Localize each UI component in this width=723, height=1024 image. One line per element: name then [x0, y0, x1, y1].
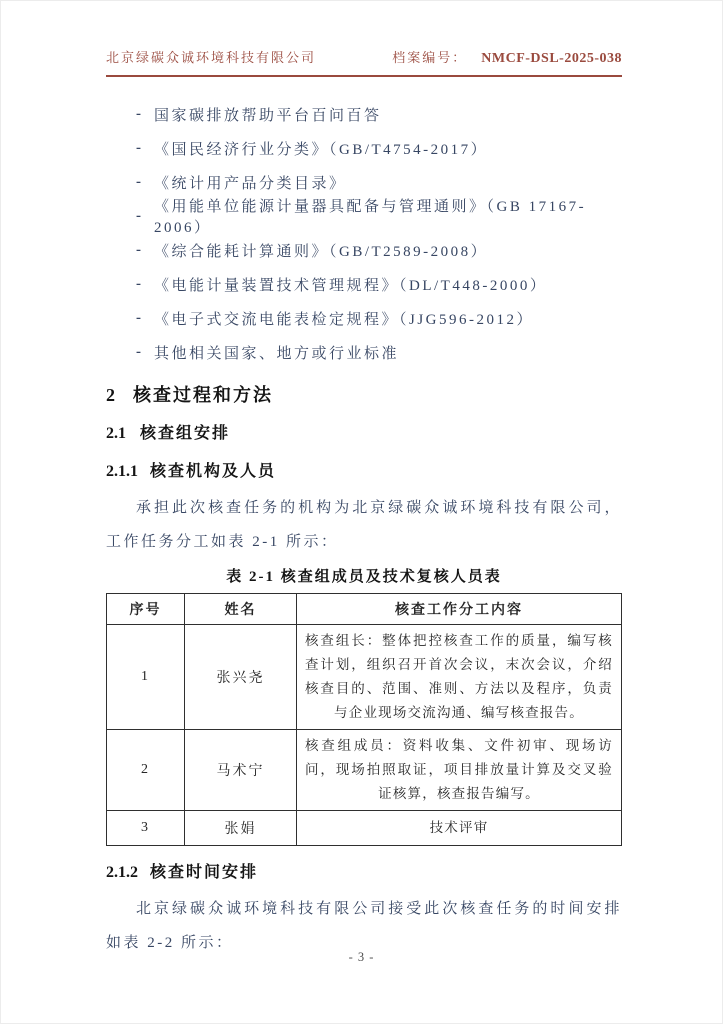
table-row	[107, 730, 622, 811]
members-table	[106, 593, 622, 846]
paragraph-schedule: 北京绿碳众诚环境科技有限公司接受此次核查任务的时间安排如表 2-2 所示：	[106, 901, 622, 951]
section-heading-2-1	[106, 423, 622, 445]
section-heading-2-1-2	[106, 862, 622, 884]
reference-text: 《统计用产品分类目录》	[154, 175, 347, 192]
file-number-block	[392, 49, 622, 67]
reference-list-item	[136, 301, 622, 335]
dash-bullet-icon: -	[136, 343, 141, 360]
reference-list-item	[136, 131, 622, 165]
section-number: 2.1	[106, 425, 126, 442]
dash-bullet-icon: -	[136, 241, 141, 258]
table-row	[107, 625, 622, 730]
reference-list-item	[136, 267, 622, 301]
dash-bullet-icon: -	[136, 105, 141, 122]
reference-text: 《综合能耗计算通则》（GB/T2589-2008）	[154, 243, 489, 260]
reference-list	[106, 97, 622, 369]
reference-list-item	[136, 335, 622, 369]
reference-text: 《电子式交流电能表检定规程》（JJG596-2012）	[154, 311, 535, 328]
section-title: 核查机构及人员	[150, 463, 277, 480]
reference-list-item	[136, 165, 622, 199]
column-header-sequence: 序号	[107, 594, 185, 625]
cell-sequence: 3	[107, 811, 185, 846]
cell-sequence: 2	[107, 730, 185, 811]
reference-text: 《电能计量装置技术管理规程》（DL/T448-2000）	[154, 277, 548, 294]
reference-text: 其他相关国家、地方或行业标准	[154, 345, 400, 362]
section-title: 核查过程和方法	[133, 385, 273, 405]
file-number: NMCF-DSL-2025-038	[481, 51, 622, 66]
page-footer	[1, 950, 722, 965]
cell-duty: 技术评审	[297, 811, 622, 846]
reference-text: 国家碳排放帮助平台百问百答	[154, 107, 382, 124]
page-header	[106, 49, 622, 77]
section-title: 核查时间安排	[150, 864, 259, 881]
section-number: 2	[106, 385, 115, 405]
section-title: 核查组安排	[140, 425, 231, 442]
reference-list-item	[136, 97, 622, 131]
file-number-label: 档案编号：	[392, 50, 468, 65]
paragraph-verifier-assignment: 承担此次核查任务的机构为北京绿碳众诚环境科技有限公司，工作任务分工如表 2-1 所示：	[106, 500, 622, 550]
section-heading-2-1-1	[106, 461, 622, 483]
dash-bullet-icon: -	[136, 139, 141, 156]
cell-duty: 核查组长：整体把控核查工作的质量，编写核查计划，组织召开首次会议，末次会议，介绍核查目的、范围、准则、方法以及程序，负责与企业现场交流沟通、编写核查报告。	[297, 625, 622, 730]
table-header-row	[107, 594, 622, 625]
page-number: - 3 -	[348, 950, 375, 964]
reference-list-item	[136, 233, 622, 267]
cell-name: 马术宁	[185, 730, 297, 811]
reference-text: 《用能单位能源计量器具配备与管理通则》（GB 17167-2006）	[154, 199, 587, 236]
dash-bullet-icon: -	[136, 173, 141, 190]
table-caption: 表 2-1 核查组成员及技术复核人员表	[226, 569, 502, 585]
section-number: 2.1.2	[106, 864, 138, 881]
cell-sequence: 1	[107, 625, 185, 730]
table-row	[107, 811, 622, 846]
section-heading-2	[106, 383, 622, 407]
company-name: 北京绿碳众诚环境科技有限公司	[106, 50, 317, 65]
column-header-duty: 核查工作分工内容	[297, 594, 622, 625]
cell-name: 张娟	[185, 811, 297, 846]
dash-bullet-icon: -	[136, 309, 141, 326]
dash-bullet-icon: -	[136, 207, 141, 224]
reference-list-item	[136, 199, 622, 236]
cell-duty: 核查组成员：资料收集、文件初审、现场访问，现场拍照取证，项目排放量计算及交叉验证核算，核查报告编写。	[297, 730, 622, 811]
column-header-name: 姓名	[185, 594, 297, 625]
cell-name: 张兴尧	[185, 625, 297, 730]
dash-bullet-icon: -	[136, 275, 141, 292]
section-number: 2.1.1	[106, 463, 138, 480]
reference-text: 《国民经济行业分类》（GB/T4754-2017）	[154, 141, 489, 158]
